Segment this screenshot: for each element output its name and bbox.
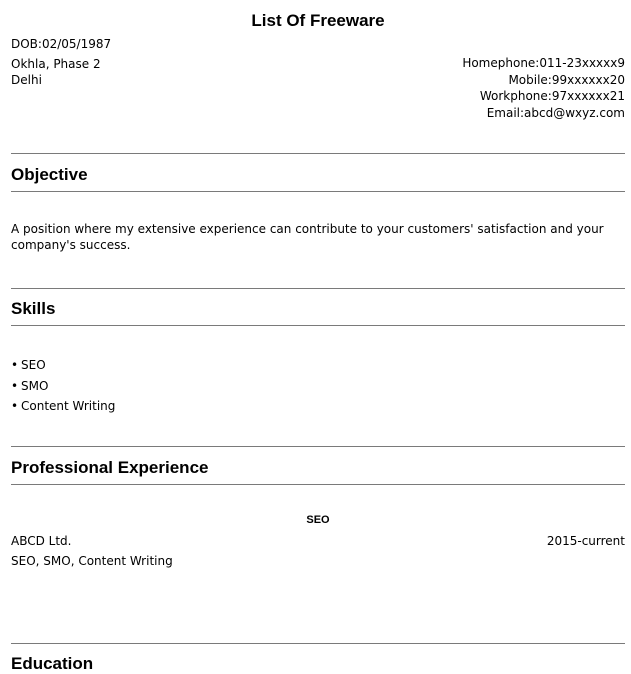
bullet: • <box>11 399 19 413</box>
homephone: Homephone:011-23xxxxx9 <box>462 56 625 70</box>
skills-list <box>11 355 115 417</box>
objective-rule-bottom <box>11 191 625 192</box>
objective-text: A position where my extensive experience can contribute to your customers' satisfaction and your company's success. <box>11 222 604 252</box>
job-duties: SEO, SMO, Content Writing <box>11 554 173 568</box>
list-item <box>11 396 115 417</box>
skill-label: SMO <box>21 378 49 393</box>
education-rule-top <box>11 643 625 644</box>
experience-rule-bottom <box>11 484 625 485</box>
skills-heading: Skills <box>11 299 56 318</box>
experience-heading: Professional Experience <box>11 458 209 477</box>
bullet: • <box>11 358 19 372</box>
skills-rule-top <box>11 288 625 289</box>
address-line-1: Okhla, Phase 2 <box>11 57 101 71</box>
contact-block <box>462 55 625 121</box>
objective-heading: Objective <box>11 165 88 184</box>
objective-rule-top <box>11 153 625 154</box>
skills-rule-bottom <box>11 325 625 326</box>
education-heading: Education <box>11 654 94 673</box>
list-item <box>11 376 115 397</box>
company-name: ABCD Ltd. <box>11 534 72 548</box>
mobile: Mobile:99xxxxxx20 <box>508 72 625 87</box>
document-title: List Of Freeware <box>251 11 385 30</box>
bullet: • <box>11 378 19 393</box>
job-title: SEO <box>306 514 330 526</box>
employment-period: 2015-current <box>546 534 625 548</box>
workphone: Workphone:97xxxxxx21 <box>479 89 625 103</box>
skill-label: SEO <box>21 358 46 372</box>
date-of-birth: DOB:02/05/1987 <box>11 37 112 51</box>
list-item <box>11 355 115 376</box>
address-block <box>11 56 101 88</box>
email: Email:abcd@wxyz.com <box>486 105 625 120</box>
address-line-2: Delhi <box>11 73 42 87</box>
skill-label: Content Writing <box>21 399 116 413</box>
experience-rule-top <box>11 446 625 447</box>
